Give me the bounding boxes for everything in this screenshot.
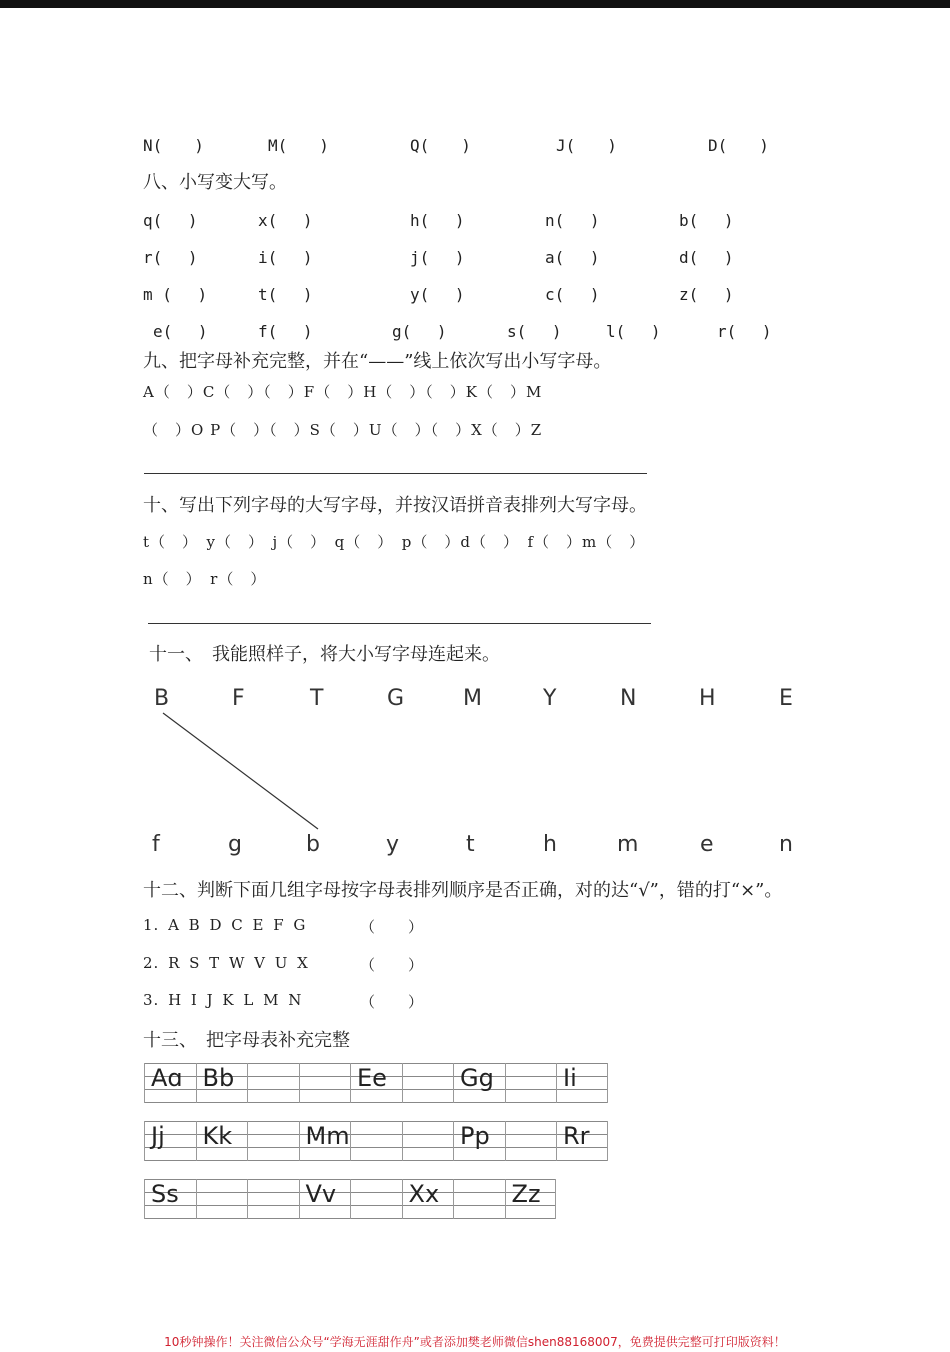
upper-letter: G xyxy=(387,686,405,711)
sec8-item: m ( ) xyxy=(143,285,208,304)
sec8-item: l( ) xyxy=(606,322,661,341)
alphabet-letter: Vv xyxy=(305,1180,337,1208)
alphabet-letter: Gg xyxy=(460,1064,494,1092)
sec13-title: 十三、 把字母表补充完整 xyxy=(143,1030,350,1051)
sec10-title: 十、写出下列字母的大写字母，并按汉语拼音表排列大写字母。 xyxy=(143,495,647,516)
sec8-item: e( ) xyxy=(153,322,208,341)
alphabet-cell xyxy=(299,1121,351,1161)
alphabet-cell xyxy=(247,1179,299,1219)
alphabet-cell xyxy=(299,1063,351,1103)
upper-letter: M xyxy=(463,686,482,711)
alphabet-cell xyxy=(453,1121,505,1161)
sequence-item: 3. H I J K L M N xyxy=(143,991,303,1009)
answer-paren: （ ） xyxy=(360,956,425,974)
alphabet-letter: Rr xyxy=(563,1122,590,1150)
sec12-title: 十二、判断下面几组字母按字母表排列顺序是否正确，对的达“√”，错的打“×”。 xyxy=(143,880,783,901)
alphabet-cell xyxy=(453,1179,505,1219)
sec7-item: M( ) xyxy=(268,136,329,155)
sequence-item: 2. R S T W V U X xyxy=(143,954,309,972)
sec8-item: d( ) xyxy=(679,248,734,267)
alphabet-letter: Pp xyxy=(460,1122,490,1150)
upper-letter: H xyxy=(699,686,716,711)
sec8-item: f( ) xyxy=(258,322,313,341)
alphabet-row-1 xyxy=(144,1063,608,1103)
upper-letter: F xyxy=(232,686,245,711)
alphabet-cell xyxy=(350,1063,402,1103)
lower-letter: b xyxy=(306,832,320,857)
alphabet-letter: Ss xyxy=(151,1180,179,1208)
alphabet-cell xyxy=(350,1121,402,1161)
alphabet-cell xyxy=(299,1179,351,1219)
answer-paren: （ ） xyxy=(360,918,425,936)
alphabet-cell xyxy=(505,1121,557,1161)
alphabet-cell xyxy=(196,1179,248,1219)
alphabet-cell xyxy=(144,1063,196,1103)
lower-letter: m xyxy=(617,832,639,857)
sec8-item: i( ) xyxy=(258,248,313,267)
sec8-item: y( ) xyxy=(410,285,465,304)
alphabet-cell xyxy=(402,1179,454,1219)
alphabet-cell xyxy=(402,1063,454,1103)
alphabet-row-3 xyxy=(144,1179,556,1219)
alphabet-letter: Aɑ xyxy=(151,1064,183,1092)
sec9-title: 九、把字母补充完整，并在“——”线上依次写出小写字母。 xyxy=(143,351,612,372)
alphabet-letter: Ii xyxy=(563,1064,577,1092)
alphabet-letter: Jj xyxy=(151,1122,165,1150)
sec8-item: r( ) xyxy=(717,322,772,341)
alphabet-letter: Kk xyxy=(202,1122,233,1150)
lower-letter: h xyxy=(543,832,557,857)
sequence-item: 1. A B D C E F G xyxy=(143,916,307,934)
alphabet-letter: Bb xyxy=(202,1064,235,1092)
sec8-title: 八、小写变大写。 xyxy=(143,172,287,193)
sec10-line2: n（ ） r（ ） xyxy=(143,570,267,588)
sec9-line2: （ ）O P（ ）（ ）S（ ）U（ ）（ ）X（ ）Z xyxy=(143,421,543,439)
sec8-item: g( ) xyxy=(392,322,447,341)
alphabet-cell xyxy=(196,1063,248,1103)
answer-paren: （ ） xyxy=(360,993,425,1011)
lower-letter: e xyxy=(700,832,714,857)
sec7-item: N( ) xyxy=(143,136,204,155)
alphabet-cell xyxy=(556,1063,608,1103)
alphabet-row-2 xyxy=(144,1121,608,1161)
sec8-item: c( ) xyxy=(545,285,600,304)
upper-letter: E xyxy=(779,686,793,711)
alphabet-cell xyxy=(453,1063,505,1103)
alphabet-cell xyxy=(556,1121,608,1161)
alphabet-cell xyxy=(350,1179,402,1219)
sec8-item: r( ) xyxy=(143,248,198,267)
lower-letter: n xyxy=(779,832,793,857)
alphabet-cell xyxy=(144,1179,196,1219)
footer-promo: 10秒钟操作！关注微信公众号“学海无涯甜作舟”或者添加樊老师微信shen88168007，免费提供完整可打印版资料！ xyxy=(164,1335,786,1349)
sec8-item: j( ) xyxy=(410,248,465,267)
sec8-item: n( ) xyxy=(545,211,600,230)
sec7-item: D( ) xyxy=(708,136,769,155)
lower-letter: t xyxy=(466,832,475,857)
sec8-item: h( ) xyxy=(410,211,465,230)
match-line xyxy=(163,713,318,829)
alphabet-letter: Mm xyxy=(305,1122,350,1150)
alphabet-cell xyxy=(247,1063,299,1103)
sec8-item: b( ) xyxy=(679,211,734,230)
lower-letter: g xyxy=(228,832,242,857)
sec10-line1: t（ ） y（ ） j（ ） q（ ） p（ ）d（ ） f（ ）m（ ） xyxy=(143,533,646,551)
upper-letter: B xyxy=(154,686,170,711)
sec8-item: a( ) xyxy=(545,248,600,267)
sec7-item: Q( ) xyxy=(410,136,471,155)
lower-letter: y xyxy=(386,832,400,857)
sec8-item: s( ) xyxy=(507,322,562,341)
alphabet-cell xyxy=(196,1121,248,1161)
sec7-item: J( ) xyxy=(556,136,617,155)
alphabet-cell xyxy=(505,1179,557,1219)
lower-letter: f xyxy=(152,832,160,857)
alphabet-cell xyxy=(144,1121,196,1161)
alphabet-cell xyxy=(247,1121,299,1161)
upper-letter: Y xyxy=(543,686,557,711)
sec8-item: t( ) xyxy=(258,285,313,304)
alphabet-letter: Xx xyxy=(408,1180,440,1208)
upper-letter: N xyxy=(620,686,637,711)
upper-letter: T xyxy=(310,686,324,711)
sec9-line1: A（ ）C（ ）（ ）F（ ）H（ ）（ ）K（ ）M xyxy=(143,383,543,401)
alphabet-cell xyxy=(505,1063,557,1103)
sec11-title: 十一、 我能照样子，将大小写字母连起来。 xyxy=(149,644,500,665)
alphabet-cell xyxy=(402,1121,454,1161)
sec8-item: x( ) xyxy=(258,211,313,230)
sec8-item: z( ) xyxy=(679,285,734,304)
alphabet-letter: Zz xyxy=(511,1180,541,1208)
sec8-item: q( ) xyxy=(143,211,198,230)
alphabet-letter: Ee xyxy=(357,1064,387,1092)
